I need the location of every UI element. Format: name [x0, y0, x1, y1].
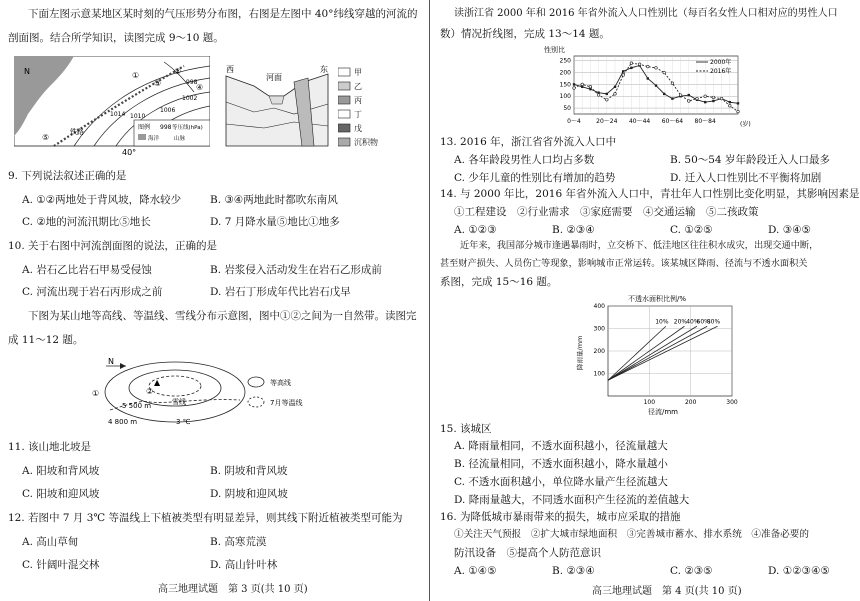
chart2-series-label: 20%	[673, 318, 688, 326]
chart1-x-tick-label: 80～84	[694, 118, 716, 125]
chart2-x-tick-label: 100	[643, 399, 656, 406]
q10-stem: 10. 关于右图中河流剖面图的说法，正确的是	[8, 240, 218, 252]
chart2-series-label: 60%	[696, 318, 710, 326]
q16-options-line1: ①关注天气预报 ②扩大城市绿地面积 ③完善城市蓄水、排水系统 ④准备必要的	[454, 529, 809, 540]
page-divider	[429, 0, 430, 601]
intro-15-16-line1: 近年来，我国部分城市逢遇暴雨时，立交桥下、低洼地区往往积水成灾，出现交通中断，	[460, 240, 819, 251]
chart1-point	[622, 70, 624, 72]
map-legend-isobar-value: 998	[160, 124, 172, 131]
map-legend-sea: 海洋	[148, 136, 160, 142]
q11-option-d[interactable]: D. 阴坡和迎风坡	[210, 488, 288, 500]
intro-13-14-line1: 读浙江省 2000 年和 2016 年省外流入人口性别比（每百名女性人口相对应的男性人口	[454, 8, 838, 19]
chart1-point	[573, 83, 575, 85]
chart1-point	[614, 86, 616, 88]
chart1-point	[704, 95, 707, 98]
isobar-label-1010: 1010	[130, 113, 146, 120]
q11-option-c[interactable]: C. 阳坡和迎风坡	[22, 488, 100, 500]
q11-option-b[interactable]: B. 阴坡和背风坡	[210, 465, 288, 477]
map-legend-title: 图例	[138, 124, 151, 131]
isobar-label-1014: 1014	[110, 111, 126, 118]
map-point-3: ③	[154, 79, 162, 88]
map-point-5: ⑤	[42, 133, 50, 142]
map-north-label: N	[24, 67, 30, 76]
chart2-x-tick-label: 200	[684, 399, 697, 406]
isobar-label-998: 998	[186, 79, 198, 86]
rock-legend-item: 戊	[354, 124, 362, 133]
chart1-y-tick-label: 100	[559, 93, 571, 101]
chart1-point	[614, 93, 617, 96]
intro-15-16-line3: 系图，完成 15～16 题。	[440, 276, 558, 288]
chart2-y-tick-label: 400	[593, 303, 605, 310]
right-page	[432, 0, 860, 601]
profile-west-label: 西	[226, 65, 234, 74]
chart2-x-tick-label: 300	[726, 399, 738, 406]
chart1-point	[630, 67, 632, 69]
q9-option-d[interactable]: D. 7 月降水量⑤地比①地多	[210, 216, 340, 228]
chart1-point	[597, 94, 600, 97]
chart2-y-tick-label: 100	[593, 370, 605, 378]
map-point-2: ②	[174, 67, 182, 76]
chart1-point	[663, 71, 666, 74]
q13-option-c[interactable]: C. 少年儿童的性别比有增加的趋势	[454, 172, 616, 184]
chart1-point	[606, 98, 609, 101]
rock-legend-item: 丙	[354, 96, 362, 105]
chart1-point	[720, 97, 723, 100]
chart1-y-tick-label: 50	[563, 105, 571, 113]
snowline-label: 雪线	[172, 398, 186, 406]
chart1-point	[729, 101, 731, 103]
q15-stem: 15. 该城区	[440, 423, 492, 435]
q16-stem: 16. 为降低城市暴雨带来的损失，城市应采取的措施	[440, 511, 681, 523]
map-legend-mountain: 山脉	[174, 136, 186, 142]
chart2-series-line	[608, 326, 684, 380]
sex-ratio-chart	[544, 44, 756, 128]
q16-option-b[interactable]: B. ②③④	[552, 565, 595, 577]
intro-15-16-line2: 甚至财产损失、人员伤亡等现象，影响城市正常运转。该某城区降雨、径流与不透水面积关	[440, 258, 808, 269]
q14-option-a[interactable]: A. ①②③	[454, 224, 497, 236]
mountain-north-label: N	[108, 357, 114, 366]
q9-stem: 9. 下列说法叙述正确的是	[8, 170, 127, 182]
chart1-point	[671, 82, 674, 85]
elevation-4800-label: 4 800 m	[108, 418, 138, 426]
chart1-point	[688, 94, 690, 96]
profile-river-label: 河面	[266, 73, 282, 82]
page-footer-left: 高三地理试题 第 3 页(共 10 页)	[158, 584, 308, 595]
isobar-label-1006: 1006	[160, 107, 176, 114]
chart1-ylabel: 性别比	[544, 46, 565, 54]
q12-option-d[interactable]: D. 高山针叶林	[210, 559, 278, 571]
chart1-point	[606, 93, 608, 95]
chart1-point	[630, 62, 633, 65]
chart1-point	[737, 110, 740, 113]
q10-option-a[interactable]: A. 岩石乙比岩石甲易受侵蚀	[22, 264, 152, 276]
q14-option-b[interactable]: B. ②③④	[552, 224, 595, 236]
runoff-chart	[572, 292, 740, 416]
chart2-series-line	[608, 326, 718, 380]
isotherm-3c-label: 3 ℃	[176, 418, 191, 426]
chart1-point	[647, 65, 650, 68]
chart1-legend-label: 2016年	[710, 68, 732, 75]
q12-option-a[interactable]: A. 高山草甸	[22, 536, 79, 548]
intro-9-10-line1: 下面左图示意某地区某时刻的气压形势分布图，右图是左图中 40°纬线穿越的河流的	[28, 8, 418, 20]
page-footer-right: 高三地理试题 第 4 页(共 10 页)	[592, 586, 742, 597]
chart1-point	[655, 67, 658, 70]
q15-option-d[interactable]: D. 降雨量越大，不同透水面积产生径流的差值越大	[454, 494, 690, 506]
latitude-label: 40°	[122, 148, 137, 156]
chart1-point	[622, 74, 625, 77]
q14-stem: 14. 与 2000 年比，2016 年省外流入人口中，青壮年人口性别比变化明显，其影响因素是	[440, 188, 860, 200]
q16-option-d[interactable]: D. ①②③④⑤	[768, 565, 830, 577]
intro-11-12-line2: 成 11～12 题。	[8, 334, 84, 346]
q16-option-a[interactable]: A. ①④⑤	[454, 565, 497, 577]
chart1-x-tick-label: 0～4	[567, 118, 581, 125]
chart2-series-line	[608, 326, 697, 380]
chart1-legend-label: 2000年	[710, 59, 732, 66]
map-point-1: ①	[132, 71, 140, 80]
mountain-point-1: ①	[92, 389, 100, 398]
intro-9-10-line2: 剖面图。结合所学知识，读图完成 9～10 题。	[8, 32, 224, 44]
q11-option-a[interactable]: A. 阳坡和背风坡	[22, 465, 100, 477]
chart2-ylabel: 降雨量/mm	[576, 335, 584, 370]
contour-legend-icon	[248, 377, 264, 387]
chart2-y-tick-label: 200	[593, 348, 605, 355]
q9-option-a[interactable]: A. ①②两地处于背风坡，降水较少	[22, 194, 182, 206]
q12-option-c[interactable]: C. 针阔叶混交林	[22, 559, 100, 571]
rock-legend-item: 乙	[354, 82, 362, 91]
chart2-series-label: 10%	[655, 318, 669, 326]
chart1-x-tick-label: 40～44	[628, 118, 651, 125]
chart1-point	[729, 104, 732, 107]
chart1-point	[581, 83, 584, 86]
rock-legend-item: 沉积物	[354, 138, 378, 147]
chart1-point	[712, 96, 715, 99]
q10-option-b[interactable]: B. 岩浆侵入活动发生在岩石乙形成前	[210, 264, 382, 276]
q14-option-d[interactable]: D. ③④⑤	[768, 224, 811, 236]
mountain-diagram	[90, 352, 330, 428]
map-legend-isobar-text: 等压线(hPa)	[172, 125, 203, 131]
chart1-y-tick-label: 250	[559, 57, 571, 65]
q13-option-b[interactable]: B. 50～54 岁年龄段迁入人口最多	[670, 154, 830, 166]
q13-stem: 13. 2016 年，浙江省省外流入人口中	[440, 136, 617, 148]
profile-east-label: 东	[320, 65, 328, 74]
q10-option-c[interactable]: C. 河流出现于岩石丙形成之前	[22, 286, 163, 298]
chart2-series-label: 80%	[706, 318, 721, 326]
q10-option-d[interactable]: D. 岩石丁形成年代比岩石戊早	[210, 286, 351, 298]
q15-option-a[interactable]: A. 降雨量相同，不透水面积越小，径流量越大	[454, 440, 668, 452]
q16-option-c[interactable]: C. ②③⑤	[670, 565, 713, 577]
chart2-series-label: 40%	[686, 318, 700, 326]
chart1-point	[712, 100, 714, 102]
chart2-y-tick-label: 300	[593, 325, 605, 333]
chart1-point	[737, 102, 739, 104]
chart1-point	[663, 93, 665, 95]
rock-legend-item: 丁	[354, 110, 362, 119]
legend-isotherm-label: 7月等温线	[270, 399, 303, 407]
q12-stem: 12. 若图中 7 月 3℃ 等温线上下植被类型有明显差异，则其线下附近植被类型可能为	[8, 512, 403, 524]
chart1-point	[704, 101, 706, 103]
isobar-label-1002: 1002	[182, 95, 198, 102]
q15-option-c[interactable]: C. 不透水面积越小，单位降水量产生径流越大	[454, 476, 668, 488]
chart1-point	[589, 85, 592, 88]
q15-option-b[interactable]: B. 径流量相同，不透水面积越小，降水量越小	[454, 458, 668, 470]
chart1-y-tick-label: 150	[559, 81, 571, 89]
chart2-xlabel: 径流/mm	[648, 408, 678, 416]
chart1-point	[655, 84, 657, 86]
chart2-title: 不透水面积比例/%	[628, 295, 687, 303]
chart1-x-unit: (岁)	[740, 121, 751, 128]
map-point-4: ④	[196, 83, 204, 92]
rock-legend	[338, 66, 408, 152]
q14-options: ①工程建设 ②行业需求 ③家庭需要 ④交通运输 ⑤二孩政策	[454, 206, 759, 218]
peak-icon: ▲	[154, 378, 161, 387]
q11-stem: 11. 该山地北坡是	[8, 441, 92, 453]
chart1-x-tick-label: 60～64	[661, 118, 684, 125]
river-profile	[224, 62, 334, 152]
q16-options-line2: 防汛设备 ⑤提高个人防范意识	[454, 547, 601, 559]
railway-label: 铁路	[70, 128, 84, 136]
legend-contour-label: 等高线	[270, 379, 291, 387]
q9-option-b[interactable]: B. ③④两地此时都吹东南风	[210, 194, 338, 206]
chart1-x-tick-label: 20～24	[596, 118, 618, 125]
chart1-point	[671, 97, 673, 99]
q14-option-c[interactable]: C. ①②⑤	[670, 224, 713, 236]
chart1-point	[647, 77, 649, 79]
chart1-point	[638, 63, 641, 66]
q13-option-d[interactable]: D. 迁入人口性别比不平衡将加剧	[670, 172, 822, 184]
intro-11-12-line1: 下图为某山地等高线、等温线、雪线分布示意图，图中①②之间为一自然带。读图完	[28, 310, 417, 322]
rock-legend-item: 甲	[354, 68, 362, 77]
chart1-point	[696, 97, 699, 100]
q13-option-a[interactable]: A. 各年龄段男性人口均占多数	[454, 154, 595, 166]
chart1-point	[573, 87, 576, 90]
chart1-y-tick-label: 200	[559, 69, 571, 77]
q12-option-b[interactable]: B. 高寒荒漠	[210, 536, 267, 548]
q9-option-c[interactable]: C. ②地的河流汛期比⑤地长	[22, 216, 151, 228]
chart1-point	[679, 94, 682, 97]
pressure-map	[14, 56, 210, 156]
chart1-point	[688, 100, 691, 103]
isotherm-legend-icon	[248, 397, 264, 407]
intro-13-14-line2: 数）情况折线图，完成 13～14 题。	[440, 28, 610, 40]
mountain-point-2: ②	[146, 387, 154, 396]
sea-legend-icon	[138, 134, 146, 140]
left-page	[0, 0, 428, 601]
elevation-5500-label: 5 500 m	[122, 402, 152, 410]
